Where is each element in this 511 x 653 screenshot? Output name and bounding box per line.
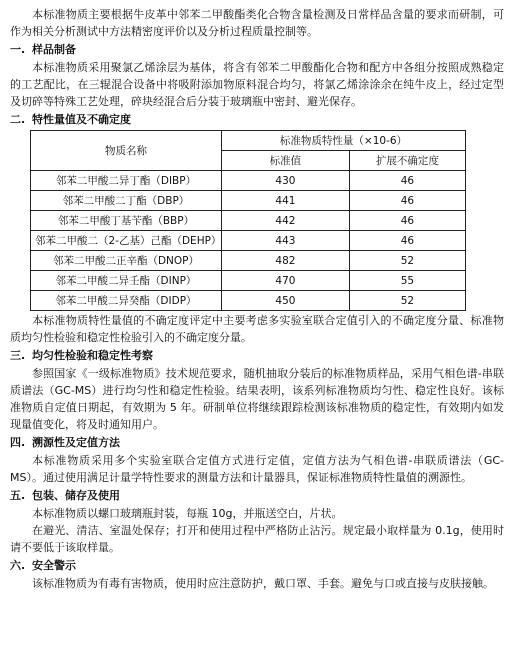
section-title: 样品制备 (32, 43, 76, 56)
section-heading-4 (10, 434, 504, 451)
section-paragraph-2: 本标准物质特性量值的不确定度评定中主要考虑多实验室联合定值引入的不确定度分量、标准物质均匀性检验和稳定性检验引入的不确定度分量。 (10, 314, 504, 344)
section-number: 二. (10, 113, 26, 126)
intro-paragraph: 本标准物质主要根据牛皮革中邻苯二甲酸酯类化合物含量检测及日常样品含量的要求而研制，可作为相关分析测试中方法精密度评价以及分析过程质量控制等。 (10, 8, 504, 38)
certificate-page (10, 6, 504, 592)
substance-name: 邻苯二甲酸二异丁酯（DIBP） (31, 171, 222, 191)
expanded-uncertainty: 46 (349, 211, 465, 231)
section-heading-5 (10, 487, 504, 504)
table-row (31, 271, 466, 291)
standard-value: 450 (221, 291, 349, 311)
substance-name: 邻苯二甲酸二异壬酯（DINP） (31, 271, 222, 291)
substance-name: 邻苯二甲酸丁基苄酯（BBP） (31, 211, 222, 231)
table-header-row (31, 131, 466, 151)
table-row (31, 191, 466, 211)
table-row (31, 171, 466, 191)
substance-name: 邻苯二甲酸二异癸酯（DIDP） (31, 291, 222, 311)
table-row (31, 251, 466, 271)
section-title: 包装、储存及使用 (32, 489, 120, 502)
section-number: 五. (10, 489, 26, 502)
property-value-table (30, 130, 466, 311)
substance-name: 邻苯二甲酸二（2-乙基）己酯（DEHP） (31, 231, 222, 251)
section-heading-2 (10, 111, 504, 128)
section-title: 特性量值及不确定度 (32, 113, 131, 126)
section-paragraph-3: 参照国家《一级标准物质》技术规范要求，随机抽取分装后的标准物质样品，采用气相色谱-串联质谱法（GC-MS）进行均匀性和稳定性检验。结果表明，该系列标准物质均匀性、稳定性良好。该标准物质自定值日期起，有效期为 5 年。研制单位将继续跟踪检测该标准物质的稳定性，有效期内如发现量值变化，将及时通知用户。 (10, 367, 504, 431)
value-column-header: 标准值 (221, 151, 349, 171)
section-title: 安全警示 (32, 559, 76, 572)
property-group-header: 标准物质特性量（×10-6） (221, 131, 465, 151)
expanded-uncertainty: 55 (349, 271, 465, 291)
expanded-uncertainty: 52 (349, 291, 465, 311)
standard-value: 430 (221, 171, 349, 191)
section-number: 四. (10, 436, 26, 449)
table-row (31, 211, 466, 231)
standard-value: 482 (221, 251, 349, 271)
section-paragraph-4: 本标准物质采用多个实验室联合定值方式进行定值，定值方法为气相色谱-串联质谱法（GC-MS）。通过使用满足计量学特性要求的测量方法和计量器具，保证标准物质特性量值的溯源性。 (10, 454, 504, 484)
section-number: 六. (10, 559, 26, 572)
standard-value: 443 (221, 231, 349, 251)
uncertainty-column-header: 扩展不确定度 (349, 151, 465, 171)
section-title: 均匀性检验和稳定性考察 (32, 349, 153, 362)
section-paragraph-1: 本标准物质采用聚氯乙烯涂层为基体，将含有邻苯二甲酸酯化合物和配方中各组分按照成熟稳定的工艺配比，在三辊混合设备中将吸附添加物原料混合均匀，将氯乙烯涂涂余在纯牛皮上，经过定型及切碎等特殊工艺处理，碎块经混合后分装于玻璃瓶中密封、避光保存。 (10, 61, 504, 108)
name-column-header: 物质名称 (31, 131, 222, 171)
section-title: 溯源性及定值方法 (32, 436, 120, 449)
section-paragraph-6: 该标准物质为有毒有害物质，使用时应注意防护，戴口罩、手套。避免与口或直接与皮肤接触。 (32, 577, 494, 590)
table-row (31, 231, 466, 251)
section-heading-1 (10, 41, 504, 58)
table-row (31, 291, 466, 311)
substance-name: 邻苯二甲酸二正辛酯（DNOP） (31, 251, 222, 271)
section-number: 一. (10, 43, 26, 56)
expanded-uncertainty: 46 (349, 171, 465, 191)
expanded-uncertainty: 52 (349, 251, 465, 271)
expanded-uncertainty: 46 (349, 231, 465, 251)
expanded-uncertainty: 46 (349, 191, 465, 211)
section-number: 三. (10, 349, 26, 362)
section-heading-3 (10, 347, 504, 364)
substance-name: 邻苯二甲酸二丁酯（DBP） (31, 191, 222, 211)
standard-value: 470 (221, 271, 349, 291)
standard-value: 441 (221, 191, 349, 211)
section-paragraph-5b: 在避光、清洁、室温处保存；打开和使用过程中严格防止沾污。规定最小取样量为 0.1g，使用时请不要低于该取样量。 (10, 524, 504, 554)
section-paragraph-5: 本标准物质以螺口玻璃瓶封装，每瓶 10g，并瓶送空白，片状。 (32, 507, 343, 520)
standard-value: 442 (221, 211, 349, 231)
section-heading-6 (10, 557, 504, 574)
